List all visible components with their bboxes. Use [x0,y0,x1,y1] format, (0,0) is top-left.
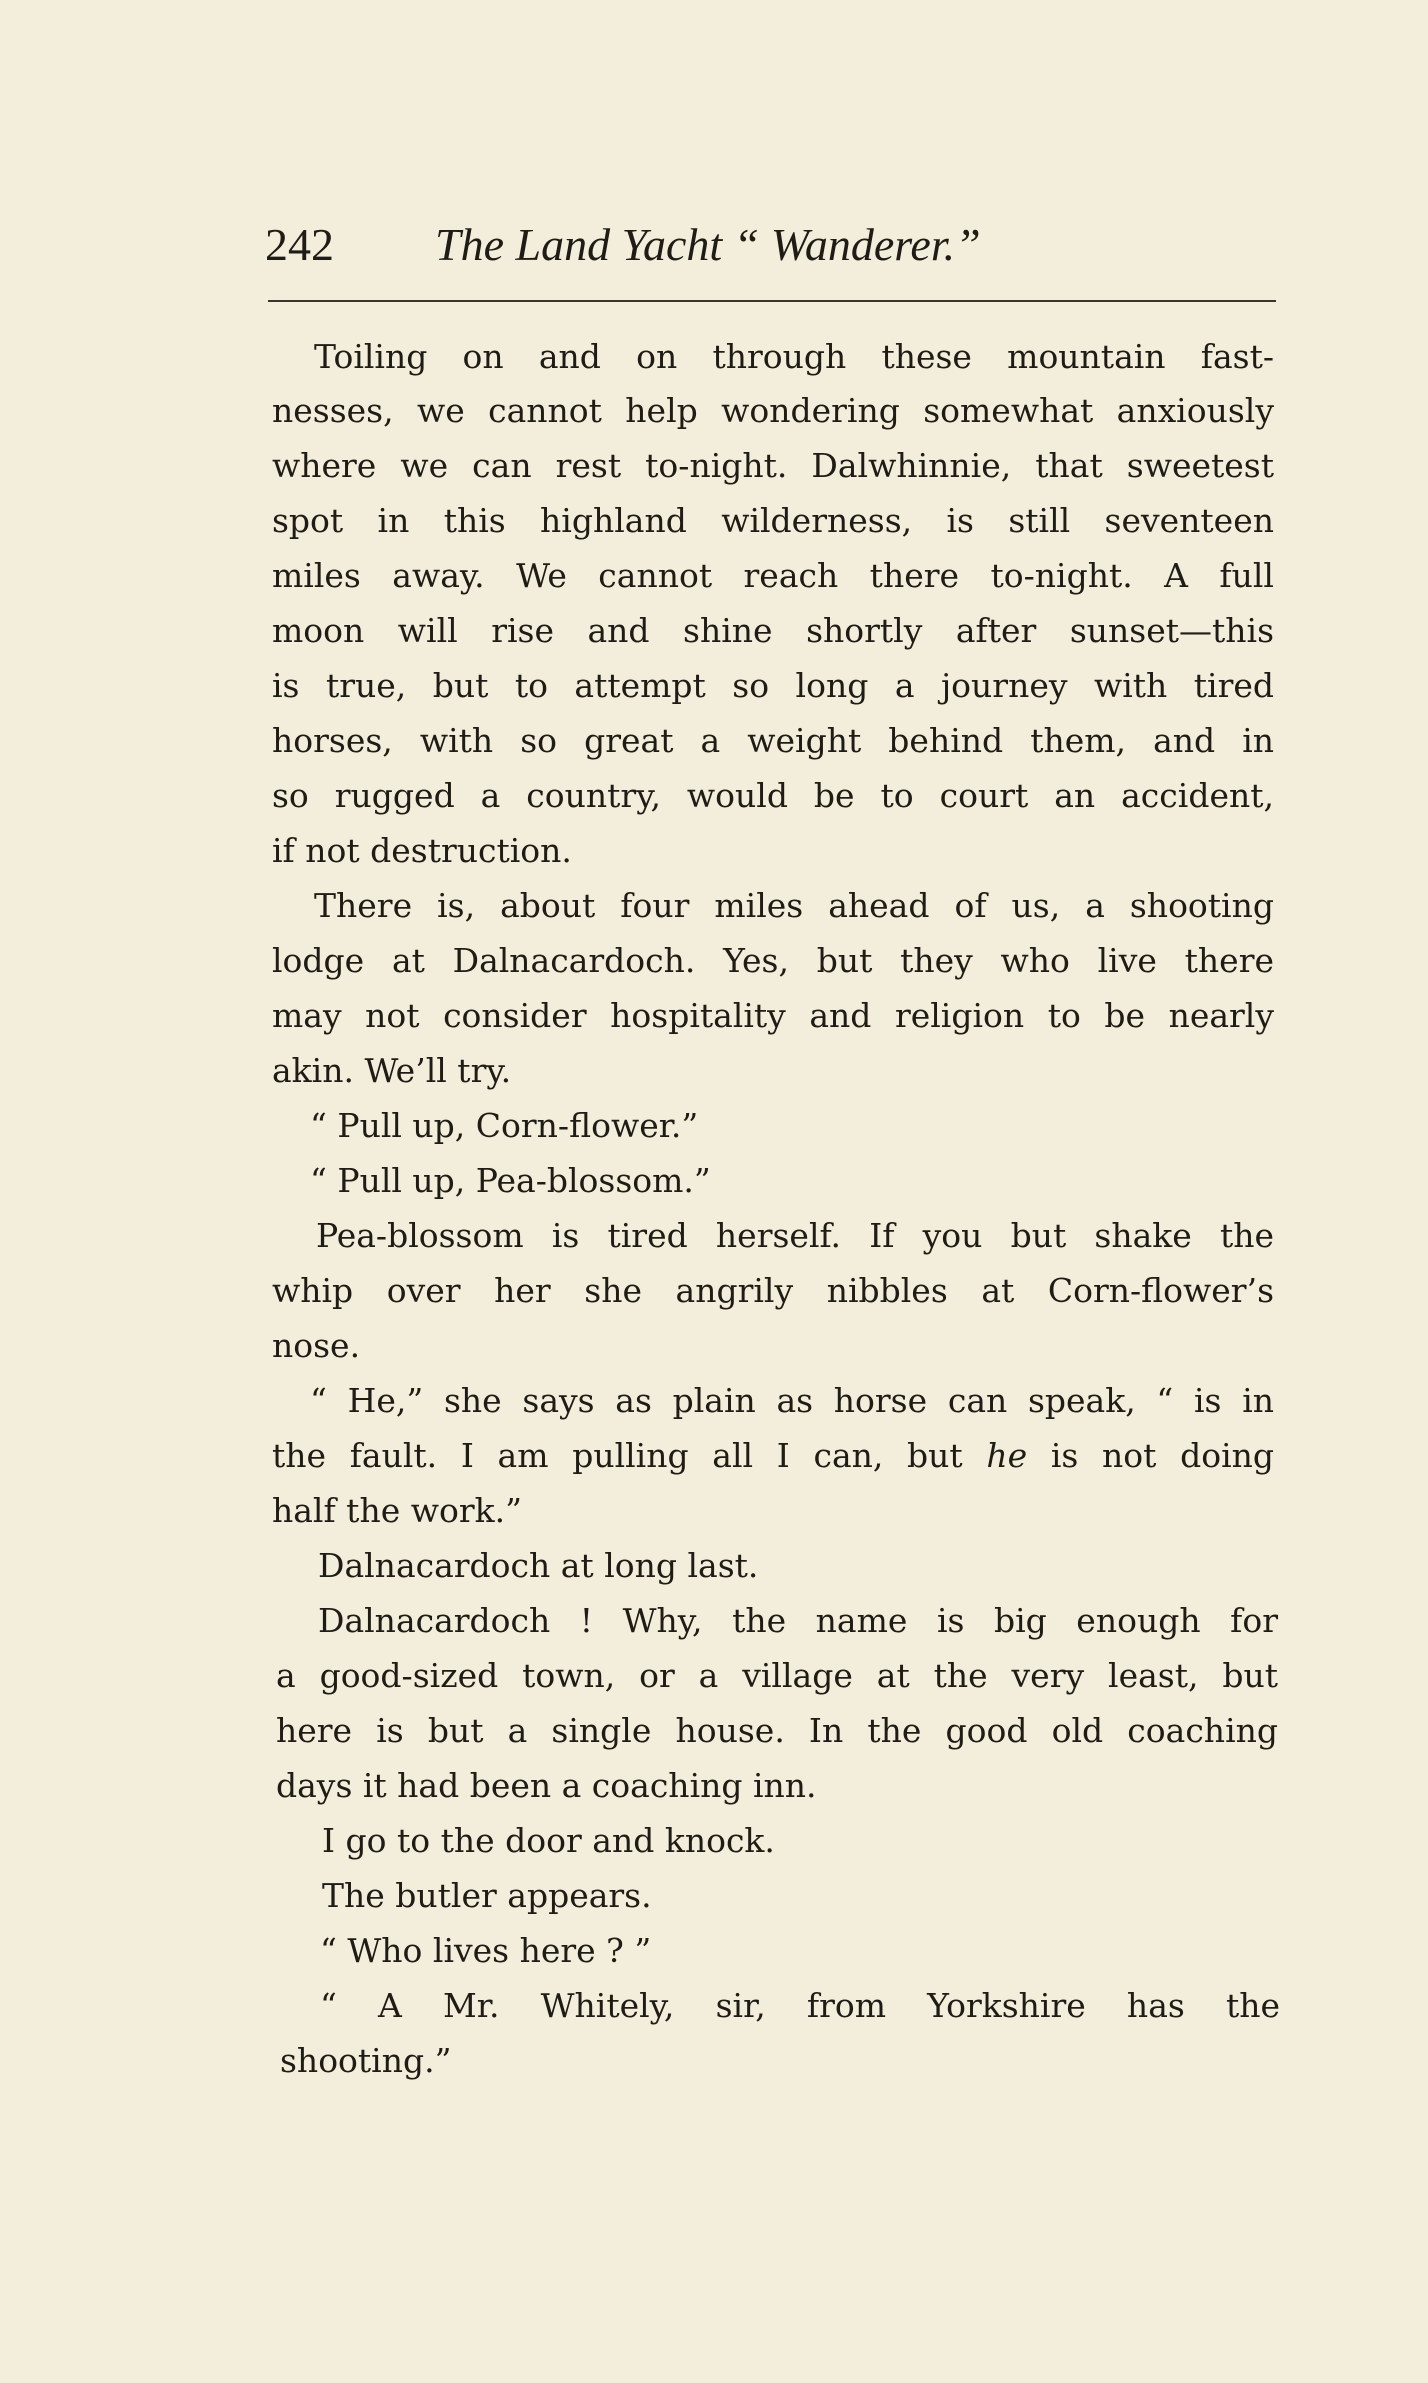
text-line: shooting.” [280,2041,452,2080]
emphasis-word: he [986,1436,1028,1475]
text-line: miles away. We cannot reach there to-night. A full [272,556,1274,595]
text-line: may not consider hospitality and religion to be nearly [272,996,1274,1035]
text-line: There is, about four miles ahead of us, a shooting [314,886,1274,925]
dialogue-line: “ Pull up, Corn-flower.” [310,1106,699,1145]
text-line: horses, with so great a weight behind them, and in [272,721,1274,760]
text-line: nesses, we cannot help wondering somewhat anxiously [272,391,1274,430]
text-line: I go to the door and knock. [322,1821,775,1860]
dialogue-line: “ He,” she says as plain as horse can speak, “ is in [310,1381,1274,1420]
dialogue-line: “ A Mr. Whitely, sir, from Yorkshire has the [320,1986,1280,2025]
text-line: The butler appears. [322,1876,652,1915]
page-header [265,212,1265,278]
text-line: where we can rest to-night. Dalwhinnie, that sweetest [272,446,1274,485]
text-segment: is not doing [1050,1436,1275,1475]
dialogue-line: “ Pull up, Pea-blossom.” [310,1161,711,1200]
text-line: so rugged a country, would be to court an accident, [272,776,1274,815]
text-line: whip over her she angrily nibbles at Corn-flower’s [272,1271,1274,1310]
text-line: Dalnacardoch at long last. [318,1546,759,1585]
dialogue-line: “ Who lives here ? ” [320,1931,652,1970]
text-line: is true, but to attempt so long a journey with tired [272,666,1274,705]
header-rule [268,300,1276,302]
text-line: Pea-blossom is tired herself. If you but shake the [316,1216,1274,1255]
text-line: half the work.” [272,1491,522,1530]
text-line: Toiling on and on through these mountain fast- [314,337,1274,376]
text-line: moon will rise and shine shortly after sunset—this [272,611,1274,650]
text-line: Dalnacardoch ! Why, the name is big enough for [318,1601,1278,1640]
text-line: nose. [272,1326,361,1365]
text-line [272,1434,1274,1478]
text-line: lodge at Dalnacardoch. Yes, but they who live there [272,941,1274,980]
text-line: a good-sized town, or a village at the very least, but [276,1656,1278,1695]
page-number: 242 [265,219,334,270]
text-line: days it had been a coaching inn. [276,1766,817,1805]
text-line: here is but a single house. In the good old coaching [276,1711,1278,1750]
text-segment: the fault. I am pulling all I can, but [272,1436,963,1475]
running-title: The Land Yacht “ Wanderer.” [435,219,981,270]
text-line: spot in this highland wilderness, is still seventeen [272,501,1274,540]
text-line: if not destruction. [272,831,572,870]
text-line: akin. We’ll try. [272,1051,512,1090]
